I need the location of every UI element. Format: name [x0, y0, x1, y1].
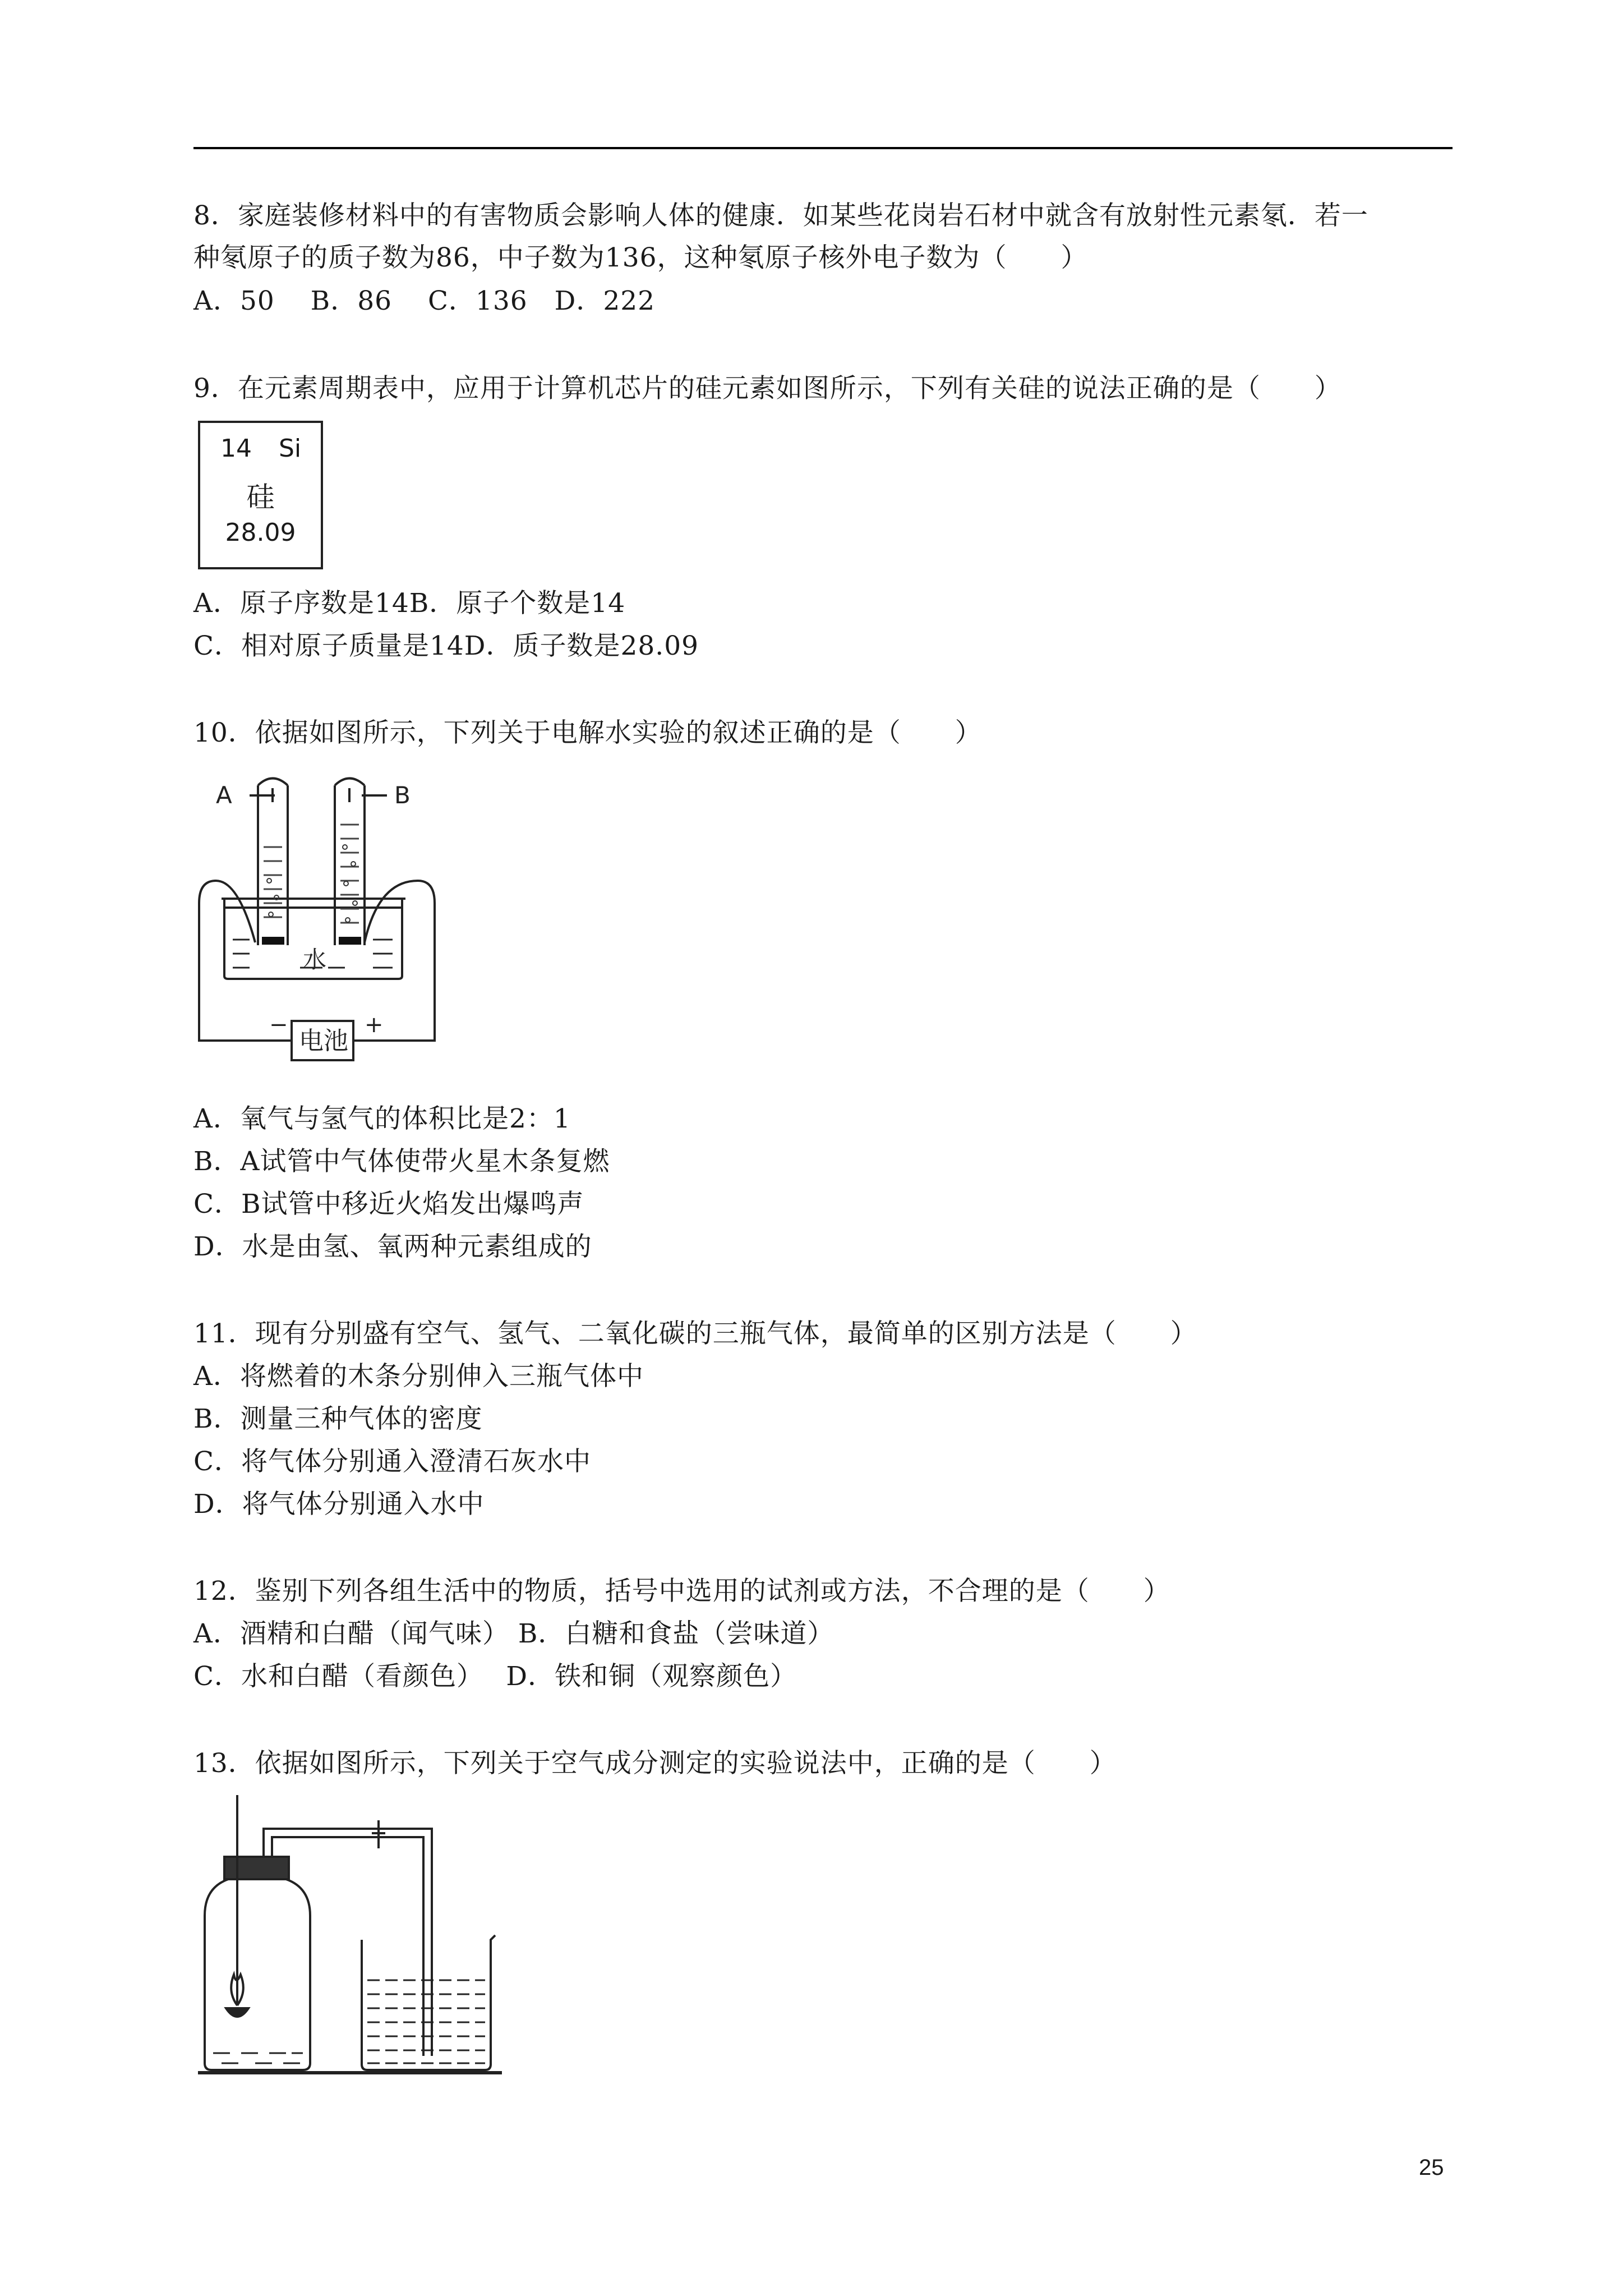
q8-stem-line2: 种氡原子的质子数为86，中子数为136，这种氡原子核外电子数为（ ） [193, 242, 1088, 273]
element-number: 14 [220, 434, 252, 463]
page-number: 25 [1419, 2155, 1444, 2180]
element-mass: 28.09 [225, 518, 296, 547]
q10-option-a: A．氧气与氢气的体积比是2：1 [193, 1103, 571, 1134]
q10-option-c: C．B试管中移近火焰发出爆鸣声 [193, 1189, 584, 1220]
positive-terminal: + [365, 1012, 384, 1038]
air-composition-apparatus-figure [193, 1789, 508, 2081]
q12-options-row1: A．酒精和白醋（闻气味） B．白糖和食盐（尝味道） [193, 1618, 834, 1649]
q8-stem-line1: 8．家庭装修材料中的有害物质会影响人体的健康．如某些花岗岩石材中就含有放射性元素氡．若一 [193, 200, 1368, 231]
q9-stem: 9．在元素周期表中，应用于计算机芯片的硅元素如图所示，下列有关硅的说法正确的是（ ） [193, 373, 1341, 404]
q9-options-row1: A．原子序数是14B．原子个数是14 [193, 588, 626, 619]
q8-options: A．50 B．86 C．136 D．222 [193, 286, 656, 316]
q12-options-row2: C．水和白醋（看颜色） D．铁和铜（观察颜色） [193, 1661, 797, 1692]
header-rule [193, 147, 1453, 149]
tube-b-label: B [394, 781, 411, 809]
q10-option-d: D．水是由氢、氧两种元素组成的 [193, 1231, 592, 1262]
q11-stem: 11．现有分别盛有空气、氢气、二氧化碳的三瓶气体，最简单的区别方法是（ ） [193, 1318, 1197, 1349]
q13-stem: 13．依据如图所示，下列关于空气成分测定的实验说法中，正确的是（ ） [193, 1748, 1117, 1779]
q11-option-a: A．将燃着的木条分别伸入三瓶气体中 [193, 1361, 644, 1392]
silicon-element-card [198, 421, 323, 569]
element-symbol: Si [279, 434, 302, 463]
q11-option-c: C．将气体分别通入澄清石灰水中 [193, 1446, 591, 1477]
element-name: 硅 [246, 481, 275, 513]
q11-option-d: D．将气体分别通入水中 [193, 1489, 485, 1520]
battery-label: 电池 [299, 1027, 348, 1055]
q12-stem: 12．鉴别下列各组生活中的物质，括号中选用的试剂或方法，不合理的是（ ） [193, 1576, 1170, 1607]
q11-option-b: B．测量三种气体的密度 [193, 1404, 483, 1434]
negative-terminal: − [269, 1012, 288, 1038]
q10-option-b: B．A试管中气体使带火星木条复燃 [193, 1146, 610, 1177]
electrolysis-apparatus-figure [193, 769, 451, 1083]
q10-stem: 10．依据如图所示，下列关于电解水实验的叙述正确的是（ ） [193, 717, 982, 748]
q9-options-row2: C．相对原子质量是14D．质子数是28.09 [193, 631, 699, 661]
water-label: 水 [303, 946, 327, 973]
tube-a-label: A [216, 781, 232, 809]
